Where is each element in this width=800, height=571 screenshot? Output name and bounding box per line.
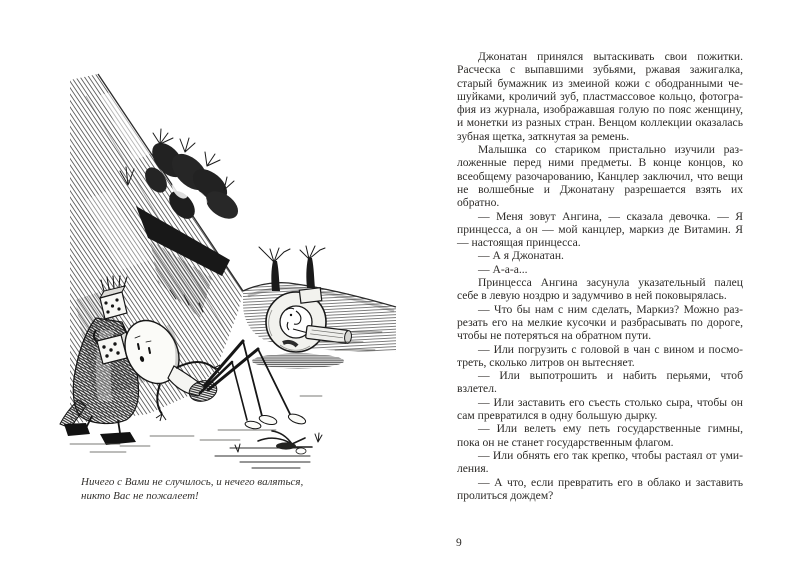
paragraph: — А-а-а... (478, 262, 528, 276)
paragraph: — Или обнять его так крепко, чтобы растаял от умиления. (457, 448, 743, 476)
paragraph: Джонатан принялся вытаскивать свои пожитки. Расческа с выпавшими зубьями, ржавая зажигалка, старый бумажник из змеиной кожи с ободранными чешуйками, кроличий зуб, пластмассовое кольцо, фотография из журнала, изображавшая голую по пояс женщину, и монетки из разных стран. Венцом коллекции оказалась зубная щетка, заткнутая за ремень. (457, 50, 743, 143)
paragraph: — А я Джонатан. (478, 249, 564, 263)
page-number: 9 (456, 537, 462, 549)
book-illustration (55, 58, 400, 473)
paragraph: — Или выпотрошить и набить перьями, чтоб взлетел. (457, 369, 743, 396)
caption-line: Ничего с Вами не случилось, и нечего валяться, (81, 476, 304, 488)
illustration-svg (55, 58, 400, 473)
caption-line: никто Вас не пожалеет! (81, 489, 199, 502)
paragraph: — Или заставить его съесть столько сыра, чтобы он сам превратился в одну большую дырку. (457, 395, 743, 423)
paragraph: Малышка со стариком пристально изучили разложенные перед ними предметы. В конце концов, ко всеобщему разочарованию, Канцлер заключил, что вещи не волшебные и Джонатану разрешается взять их обратно. (457, 143, 743, 210)
paragraph: — Меня зовут Ангина, — сказала девочка. — Я принцесса, а он — мой канцлер, маркиз де Витамин. Я — настоящая принцесса. (457, 209, 743, 250)
paragraph: — Или велеть ему петь государственные гимны, пока он не станет государственным флагом. (457, 422, 743, 449)
paragraph: Принцесса Ангина засунула указательный палец себе в левую ноздрю и задумчиво в ней поковырялась. (457, 276, 743, 303)
paragraph: — Или погрузить с головой в чан с вином и посмотреть, сколько литров он вытесняет. (457, 342, 743, 369)
paragraph: — А что, если превратить его в облако и заставить пролиться дождем? (457, 475, 743, 502)
illustration-caption (81, 476, 331, 503)
paragraph: — Что бы нам с ним сделать, Маркиз? Можно разрезать его на мелкие кусочки и разбрасывать по дороге, чтобы не потеряться на обратном пути. (457, 302, 743, 343)
body-text-column (457, 50, 743, 502)
